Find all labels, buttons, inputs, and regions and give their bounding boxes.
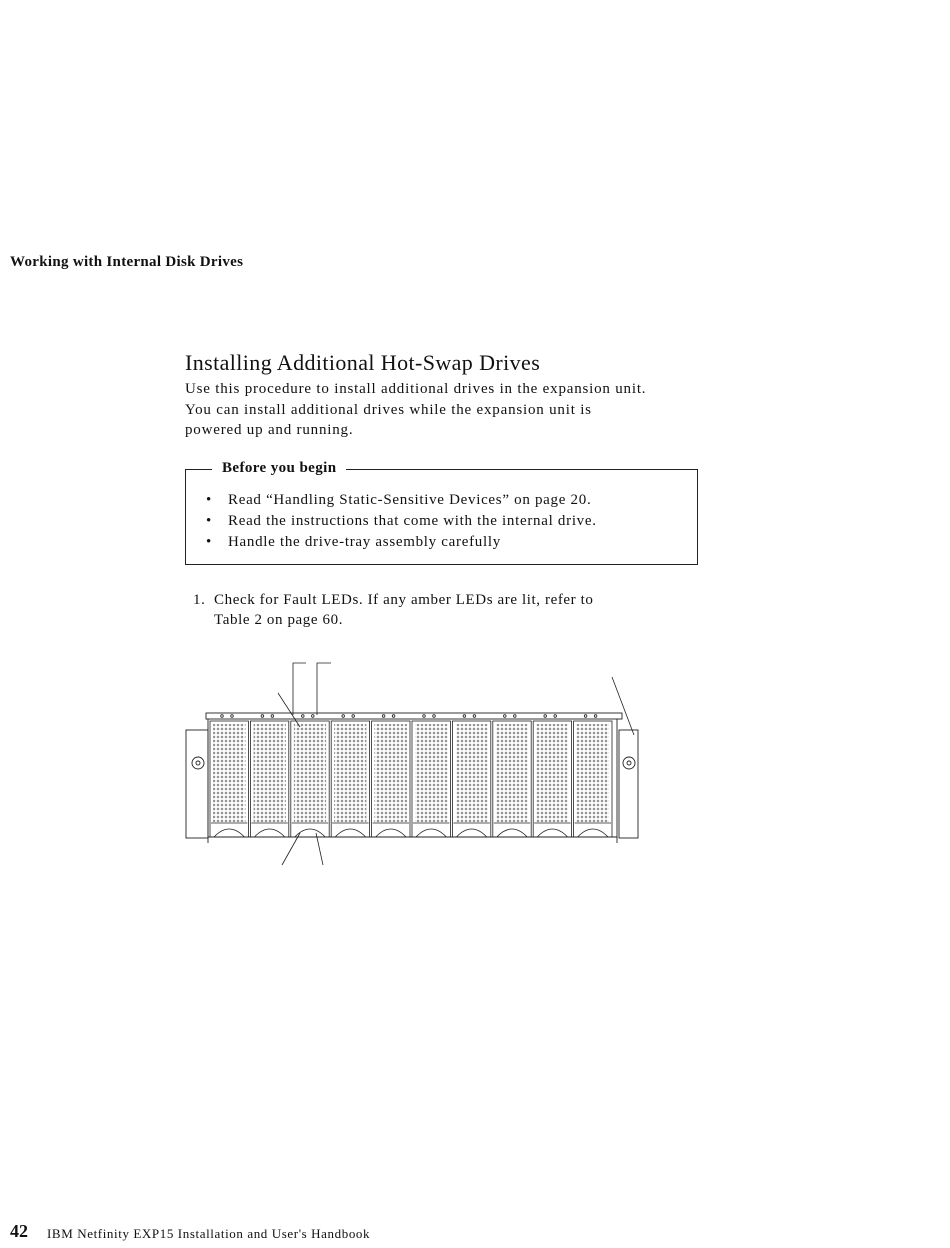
led-icon [594,715,597,718]
tray-handle [214,829,244,837]
step-1 [193,590,594,630]
step-text-continued: Table 2 on page 60. [214,612,344,628]
before-you-begin-list [206,490,597,553]
tray-handle [497,829,527,837]
intro-line: You can install additional drives while the expansion unit is [185,401,592,418]
tray-handle [295,829,325,837]
tray-handle [537,829,567,837]
callout-line [612,677,634,735]
bullet-icon: • [206,492,212,508]
drive-bay [250,715,288,837]
drive-bay [291,715,329,837]
bullet-icon: • [206,534,212,550]
tray-handle [416,829,446,837]
step-text: Check for Fault LEDs. If any amber LEDs are lit, refer to [214,592,594,608]
led-icon [463,715,466,718]
intro-line: Use this procedure to install additional drives in the expansion unit. [185,381,647,397]
callout-line [282,833,300,865]
led-icon [423,715,426,718]
callout-line [293,663,306,715]
before-you-begin-box [185,460,698,565]
expansion-unit-front-view-icon [180,655,650,870]
drive-bay [533,715,571,837]
intro-paragraph [185,379,725,441]
tray-handle [578,829,608,837]
led-icon [584,715,587,718]
page-number: 42 [10,1221,28,1241]
callout-line [316,833,323,865]
led-icon [504,715,507,718]
drive-bay [331,715,369,837]
before-you-begin-title: Before you begin [212,460,346,477]
tray-handle [376,829,406,837]
drive-bay [452,715,490,837]
list-item-text: Read “Handling Static-Sensitive Devices” on page 20. [228,492,592,508]
led-icon [271,715,274,718]
led-icon [433,715,436,718]
footer-book-title: IBM Netfinity EXP15 Installation and User's Handbook [47,1226,371,1241]
led-icon [312,715,315,718]
led-icon [473,715,476,718]
led-icon [261,715,264,718]
tray-handle [335,829,365,837]
led-icon [221,715,224,718]
list-item [206,511,597,532]
section-title: Installing Additional Hot-Swap Drives [185,350,541,375]
step-number: 1. [193,592,206,608]
led-icon [554,715,557,718]
list-item-text: Read the instructions that come with the internal drive. [228,513,597,529]
led-icon [544,715,547,718]
tray-handle [456,829,486,837]
list-item-text: Handle the drive-tray assembly carefully [228,534,501,550]
drive-bay [210,715,248,837]
drive-bay [574,715,612,837]
led-icon [302,715,305,718]
bullet-icon: • [206,513,212,529]
led-icon [514,715,517,718]
drive-bay [372,715,410,837]
list-item [206,532,597,553]
led-icon [392,715,395,718]
running-head: Working with Internal Disk Drives [10,254,244,270]
tray-handle [254,829,284,837]
drive-bay [493,715,531,837]
intro-line: powered up and running. [185,422,354,438]
list-item [206,490,597,511]
drive-bay [412,715,450,837]
led-icon [352,715,355,718]
callout-line [317,663,331,715]
led-icon [382,715,385,718]
led-icon [231,715,234,718]
led-icon [342,715,345,718]
